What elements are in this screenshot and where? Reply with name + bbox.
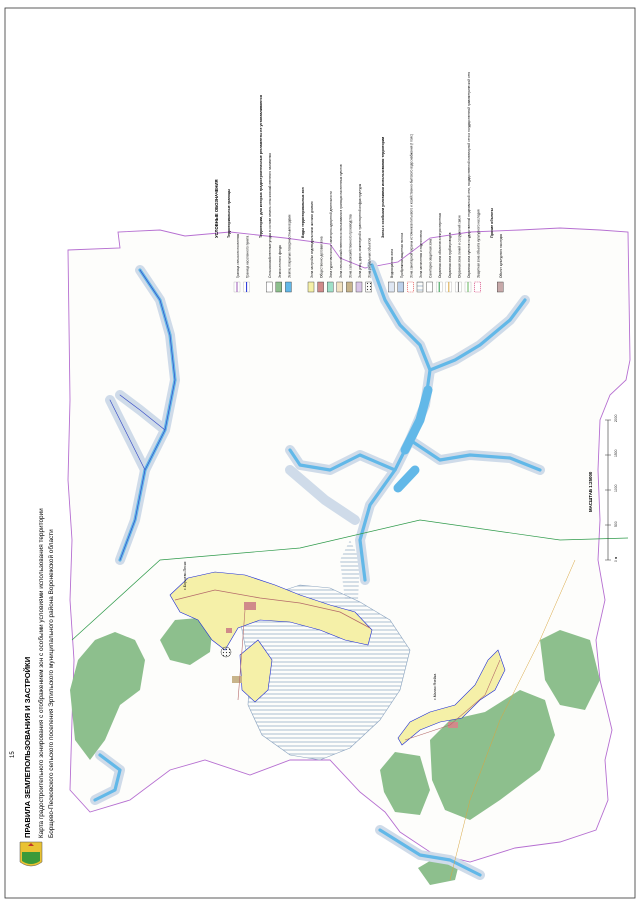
legend-symbol	[407, 282, 413, 292]
legend-section-title: Виды территориальных зон	[301, 187, 305, 238]
public-business-zone	[244, 602, 256, 610]
legend-item-label: Зона сельскохозяйственного использования в границах населенных пунктов	[338, 164, 343, 278]
legend-item-label: Зона затопления и подтопления	[419, 230, 423, 278]
legend-symbol	[244, 282, 250, 292]
legend-symbol	[446, 282, 452, 292]
legend-item-label: Граница населенного пункта	[245, 235, 250, 278]
legend-symbol	[308, 282, 314, 292]
legend-item-label: Земли лесного фонда	[277, 245, 282, 278]
legend-symbol	[475, 282, 481, 292]
legend-symbol	[318, 282, 324, 292]
legend-item-label: Охранная зона трубопроводов	[447, 232, 452, 278]
legend-symbol	[427, 282, 433, 292]
legend-section-title: Зоны с особыми условиями использования территории	[381, 136, 386, 238]
legend-symbol	[388, 282, 394, 292]
legend-item-label: Сельскохозяйственные угодья в составе земель сельскохозяйственного назначения	[268, 153, 273, 278]
legend-symbol	[455, 282, 461, 292]
legend-symbol	[417, 282, 423, 292]
page-number: 15	[10, 751, 16, 758]
legend-symbol	[436, 282, 442, 292]
legend-symbol	[346, 282, 352, 292]
scale-tick: 0 м	[614, 556, 618, 562]
legend-item-label: Объект культурного наследия	[499, 233, 504, 278]
legend-symbol	[266, 282, 272, 292]
legend-item-label: Зона улиц, дорог, инженерной и транспортной инфраструктуры	[358, 183, 362, 278]
title-main: ПРАВИЛА ЗЕМЛЕПОЛЬЗОВАНИЯ И ЗАСТРОЙКИ	[23, 656, 32, 838]
legend-heading: УСЛОВНЫЕ ОБОЗНАЧЕНИЯ	[214, 179, 219, 238]
legend-section-title: Прочие объекты	[490, 208, 495, 238]
place-label: с.Борщево-Пески	[183, 561, 187, 590]
legend-symbol	[285, 282, 291, 292]
legend-item-label: Граница сельского поселения	[236, 233, 240, 278]
scale-tick: 500	[614, 521, 618, 527]
title-line2: Борщево-Песковского сельского поселения Эртильского муниципального района Воронежской области	[48, 529, 55, 838]
legend-symbol	[276, 282, 282, 292]
legend-symbol	[497, 282, 503, 292]
public-business-zone	[226, 628, 232, 633]
coat-of-arms-icon	[20, 842, 42, 866]
legend-item-label: Зона застройки индивидуальными жилыми домами	[310, 201, 314, 278]
legend-symbol	[337, 282, 343, 292]
title-line1: Карта градостроительного зонирования с отображением зон с особыми условиями использования территории	[38, 508, 45, 838]
legend-item-label: Охранная зона линий и сооружений связи	[457, 215, 462, 278]
legend-item-label: Охранная зона пунктов государственной геодезической сети, государственной нивелирной сети и государственной гравиметрической сети	[467, 71, 471, 278]
legend-item-label: Зона санитарной охраны источников питьевого и хозяйственно-бытового водоснабжения (I пояс)	[409, 133, 414, 278]
cemetery-zone	[221, 647, 231, 657]
map-area	[68, 228, 630, 885]
legend-item-label: Земли, покрытые поверхностными водами	[287, 214, 292, 278]
legend-symbol	[234, 282, 240, 292]
scale-tick: 1000	[614, 484, 618, 492]
legend-item-label: Защитная зона объекта культурного наследия	[476, 209, 481, 278]
legend-item-label: Прибрежная защитная полоса	[399, 232, 404, 278]
place-label: с.Малая Ячейка	[433, 673, 437, 700]
legend-item-label: Охранная зона объектов электроэнергетики	[438, 212, 443, 278]
legend-symbol	[327, 282, 333, 292]
scale-label: МАСШТАБ 1:25000	[588, 471, 593, 512]
legend-symbol	[356, 282, 362, 292]
legend-item-label: Водоохранная зона	[390, 249, 395, 278]
legend-item-label: Санитарно-защитная зона	[428, 238, 433, 278]
legend-item-label: Зона туристического и санаторно-курортной деятельности	[329, 191, 334, 278]
legend-section-title: Территории, для которых градостроительные регламенты не устанавливаются	[259, 95, 264, 238]
legend-item-label: Зона сельскохозяйственного производства	[348, 214, 353, 278]
legend-item-label: Зона ритуальных объектов	[367, 237, 372, 278]
legend-symbol	[398, 282, 404, 292]
scale-tick: 1500	[614, 449, 618, 457]
legend-section-title: Территориальные границы	[227, 188, 231, 238]
legend-symbol	[465, 282, 471, 292]
scale-tick: 2000	[614, 414, 618, 422]
agricultural-production-zone	[232, 676, 242, 683]
legend-symbol	[366, 282, 372, 292]
legend-item-label: Общественно-деловая зона	[319, 236, 324, 278]
